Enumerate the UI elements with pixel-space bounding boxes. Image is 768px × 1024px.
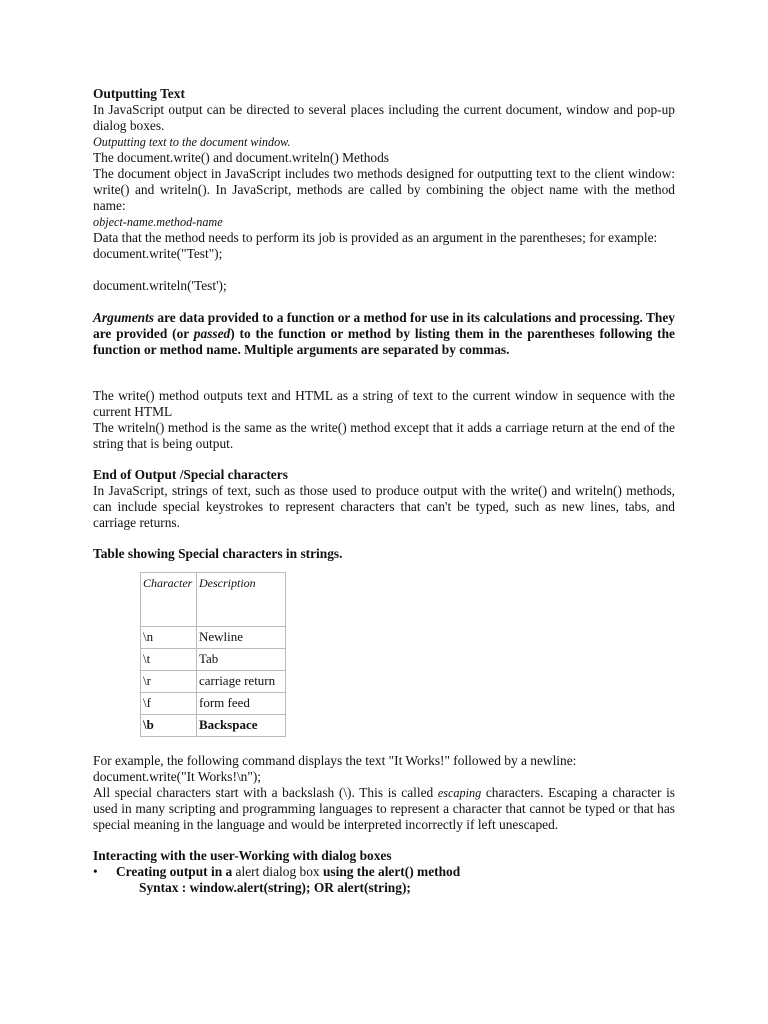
table-row — [141, 693, 286, 715]
document-body — [93, 86, 675, 896]
table-cell-description: Newline — [197, 627, 286, 649]
table-row — [141, 715, 286, 737]
escaping-text-1: All special characters start with a backslash (\). This is called — [93, 785, 438, 800]
table-row — [141, 671, 286, 693]
table-row — [141, 627, 286, 649]
subheading-document-window: Outputting text to the document window. — [93, 135, 291, 149]
alert-bullet-text-3: using the alert() method — [319, 864, 461, 879]
table-row — [141, 649, 286, 671]
example-line: For example, the following command displays the text "It Works!" followed by a newline: — [93, 753, 577, 768]
escaping-text-2: characters. Escaping a character is used in many scripting and programming languages to represent a character that cannot be typed or that has special meaning in the language and would be interpreted incorrectly if left unescaped. — [93, 785, 676, 832]
table-caption: Table showing Special characters in strings. — [93, 546, 343, 561]
write-method-paragraph: The write() method outputs text and HTML as a string of text to the current window in sequence with the current HTML — [93, 388, 675, 419]
table-cell-description: Backspace — [197, 715, 286, 737]
table-cell-character: \r — [141, 671, 197, 693]
document-object-paragraph: The document object in JavaScript includes two methods designed for outputting text to the client window: write() and writeln(). In JavaScript, methods are called by combining the object name with the method name: — [93, 166, 675, 213]
alert-bullet-text-1: Creating output in a — [116, 864, 236, 879]
arguments-text-1: are data provided to a function or a method for use in its calculations and processing. They are provided (or — [93, 310, 675, 341]
methods-line: The document.write() and document.writeln() Methods — [93, 150, 389, 165]
arguments-text-2: ) to the function or method by listing them in the parentheses following the function or method name. Multiple arguments are separated by commas. — [93, 326, 675, 357]
table-cell-description: carriage return — [197, 671, 286, 693]
writeln-method-paragraph: The writeln() method is the same as the write() method except that it adds a carriage return at the end of the string that is being output. — [93, 420, 675, 451]
header-description: Description — [197, 573, 286, 627]
alert-bullet-text-2: alert dialog box — [235, 864, 320, 879]
list-item-alert — [93, 864, 675, 880]
table-cell-character: \b — [141, 715, 197, 737]
escaping-term: escaping — [437, 786, 482, 800]
passed-term: passed — [193, 326, 231, 341]
argument-paragraph: Data that the method needs to perform its job is provided as an argument in the parentheses; for example: — [93, 230, 658, 245]
arguments-paragraph — [93, 310, 675, 358]
table-cell-character: \t — [141, 649, 197, 671]
table-cell-description: Tab — [197, 649, 286, 671]
header-character: Character — [141, 573, 197, 627]
table-cell-character: \f — [141, 693, 197, 715]
arguments-term: Arguments — [93, 310, 155, 325]
table-cell-description: form feed — [197, 693, 286, 715]
code-write-test: document.write("Test"); — [93, 246, 223, 261]
heading-dialog-boxes: Interacting with the user-Working with dialog boxes — [93, 848, 392, 863]
object-method-syntax: object-name.method-name — [93, 215, 223, 229]
alert-syntax: Syntax : window.alert(string); OR alert(string); — [139, 880, 411, 895]
escaping-paragraph — [93, 785, 675, 833]
intro-paragraph: In JavaScript output can be directed to several places including the current document, window and pop-up dialog boxes. — [93, 102, 675, 133]
table-cell-character: \n — [141, 627, 197, 649]
heading-special-characters: End of Output /Special characters — [93, 467, 288, 482]
table-header-row — [141, 573, 286, 627]
code-writeln-test: document.writeln('Test'); — [93, 278, 227, 293]
code-it-works: document.write("It Works!\n"); — [93, 769, 262, 784]
bullet-icon: • — [93, 864, 98, 879]
heading-outputting-text: Outputting Text — [93, 86, 185, 101]
special-characters-table — [140, 572, 286, 737]
special-characters-paragraph: In JavaScript, strings of text, such as those used to produce output with the write() and writeln() methods, can include special keystrokes to represent characters that can't be typed, such as new lines, tabs, and carriage returns. — [93, 483, 675, 530]
